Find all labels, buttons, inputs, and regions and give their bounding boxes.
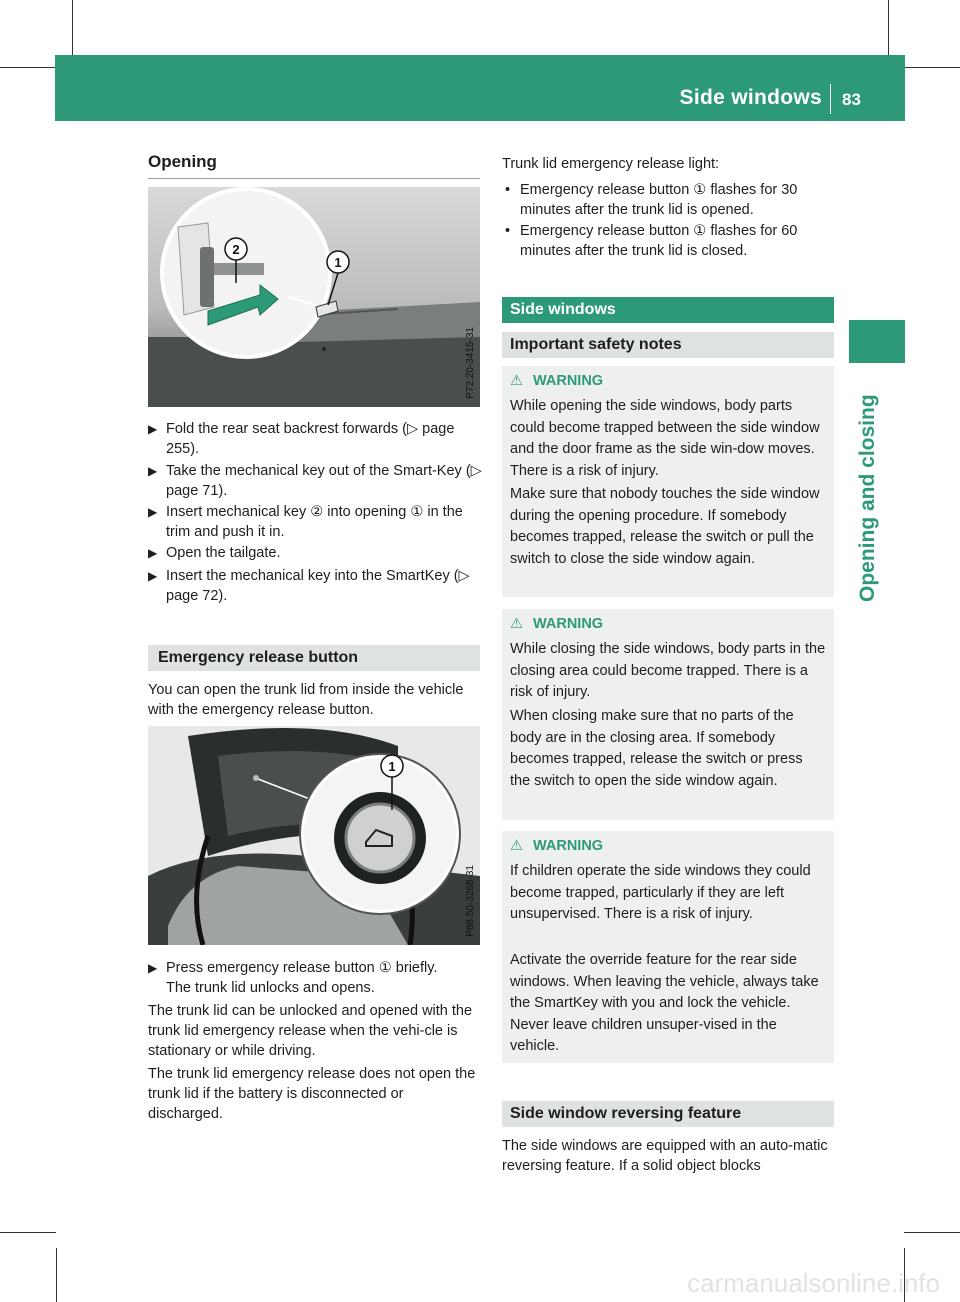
page-number: 83: [842, 90, 861, 109]
heading-rule: [148, 178, 480, 179]
warning-title: [510, 373, 603, 389]
figure-callout: 1: [334, 255, 342, 270]
warning-title: [510, 616, 603, 632]
arrow-right-icon: ▶: [148, 422, 158, 436]
warning-text: Make sure that nobody touches the side window during the opening procedure. If somebody becomes trapped, release the switch or pull the switch to close the side window again.: [510, 486, 820, 567]
subsection-heading-reversing: Side window reversing feature: [502, 1101, 834, 1127]
warning-text: When closing make sure that no parts of the body are in the closing area. If somebody becomes trapped, release the switch or press the switch to open the side window again.: [510, 708, 803, 789]
bullet-text: Emergency release button ① flashes for 60 minutes after the trunk lid is closed.: [520, 223, 798, 259]
emergency-intro: You can open the trunk lid from inside the vehicle with the emergency release button.: [148, 682, 464, 718]
side-tab-label: Opening and closing: [856, 394, 879, 602]
watermark: carmanualsonline.info: [687, 1268, 940, 1298]
subsection-heading-emergency: Emergency release button: [148, 645, 480, 671]
crop-mark: [888, 0, 889, 56]
warning-box: [502, 366, 834, 597]
side-tab: [842, 372, 902, 612]
figure-opening: [148, 187, 480, 407]
crop-mark: [904, 1232, 960, 1233]
warning-text: While closing the side windows, body parts in the closing area could become trapped. There is a risk of injury.: [510, 641, 826, 700]
arrow-right-icon: ▶: [148, 464, 158, 478]
header-separator: [830, 84, 831, 114]
emergency-para-1: The trunk lid can be unlocked and opened with the trunk lid emergency release when the vehi-cle is stationary or while driving.: [148, 1003, 473, 1059]
section-heading-side-windows: Side windows: [502, 297, 834, 323]
warning-title: [510, 838, 603, 854]
warning-text: Activate the override feature for the rear side windows. When leaving the vehicle, always take the SmartKey with you and lock the vehicle. Never leave children unsuper-vised in the vehicle.: [510, 952, 819, 1054]
warning-box: [502, 609, 834, 820]
crop-mark: [72, 0, 73, 56]
step-text: Open the tailgate.: [166, 545, 281, 561]
figure-emergency: [148, 726, 480, 945]
bullet-icon: •: [505, 182, 511, 198]
warning-text: If children operate the side windows they could become trapped, particularly if they are left unsupervised. There is a risk of injury.: [510, 863, 811, 922]
step-text: Fold the rear seat backrest forwards (▷ page 255).: [166, 421, 455, 457]
arrow-right-icon: ▶: [148, 569, 158, 583]
light-intro: Trunk lid emergency release light:: [502, 156, 720, 172]
reversing-text: The side windows are equipped with an auto-matic reversing feature. If a solid object blocks: [502, 1138, 828, 1174]
arrow-right-icon: ▶: [148, 546, 158, 560]
page-title: Side windows: [679, 86, 822, 109]
figure-code: P88.50-3268-31: [465, 865, 476, 937]
warning-text: While opening the side windows, body parts could become trapped between the side window and the door frame as the side win-dow moves. There is a risk of injury.: [510, 398, 820, 479]
subsection-heading-safety: Important safety notes: [502, 332, 834, 358]
warning-box: [502, 831, 834, 1063]
warning-triangle-icon: ⚠: [510, 373, 523, 389]
emergency-para-2: The trunk lid emergency release does not open the trunk lid if the battery is disconnected or discharged.: [148, 1066, 476, 1122]
warning-title-text: WARNING: [533, 838, 604, 854]
emergency-illustration: [148, 726, 480, 945]
crop-mark: [56, 1248, 57, 1302]
bullet-icon: •: [505, 223, 511, 239]
step-text: Insert the mechanical key into the SmartKey (▷ page 72).: [166, 568, 470, 604]
section-heading-opening: Opening: [148, 152, 217, 171]
side-tab-block: [849, 320, 905, 363]
step-text: Take the mechanical key out of the Smart-Key (▷ page 71).: [166, 463, 482, 499]
arrow-right-icon: ▶: [148, 505, 158, 519]
warning-title-text: WARNING: [533, 616, 604, 632]
figure-callout: 1: [388, 759, 396, 774]
warning-triangle-icon: ⚠: [510, 838, 523, 854]
figure-code: P72.20-3415-31: [465, 327, 476, 399]
opening-illustration: [148, 187, 480, 407]
figure-callout: 2: [232, 242, 240, 257]
step-text: Insert mechanical key ② into opening ① in the trim and push it in.: [166, 504, 463, 540]
crop-mark: [0, 1232, 56, 1233]
arrow-right-icon: ▶: [148, 961, 158, 975]
step-text: Press emergency release button ① briefly. The trunk lid unlocks and opens.: [166, 960, 438, 996]
warning-triangle-icon: ⚠: [510, 616, 523, 632]
warning-title-text: WARNING: [533, 373, 604, 389]
bullet-text: Emergency release button ① flashes for 30 minutes after the trunk lid is opened.: [520, 182, 798, 218]
